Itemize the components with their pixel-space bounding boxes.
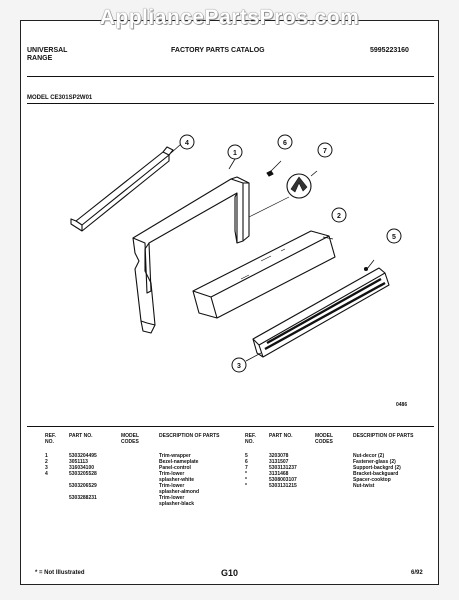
svg-text:4: 4: [185, 140, 189, 147]
leader-7b: [249, 197, 289, 217]
svg-text:2: 2: [337, 213, 341, 220]
callout-7: [318, 143, 332, 157]
table-row: splasher-almond: [159, 489, 200, 495]
callout-6: [278, 135, 292, 149]
table-row: 1 5303204495 Trim-wrapper: [45, 453, 191, 459]
svg-text:3: 3: [237, 363, 241, 370]
support-backgrd-drawing: [291, 177, 307, 192]
callout-2: [332, 208, 346, 222]
footer-date: 6/92: [411, 570, 423, 576]
col-model-codes: MODEL CODES: [121, 433, 139, 445]
leader-4: [171, 144, 181, 153]
table-top-rule: [27, 426, 434, 427]
panel-control-drawing: [253, 268, 389, 357]
svg-text:5: 5: [392, 234, 396, 241]
table-row: * 5308003107 Spacer-cooktop: [245, 477, 391, 483]
col-part-no: PART NO.: [269, 433, 293, 439]
trim-wrapper-drawing: [133, 177, 249, 333]
svg-text:6: 6: [283, 140, 287, 147]
col-model-codes: MODEL CODES: [315, 433, 333, 445]
brand-line-1: UNIVERSAL: [27, 47, 68, 54]
leader-7: [311, 171, 317, 176]
col-ref-no: REF. NO.: [245, 433, 256, 445]
table-row: * 3131468 Bracket-backguard: [245, 471, 399, 477]
leader-5: [367, 260, 374, 269]
table-row: 4 5303205528 Trim-lower: [45, 471, 185, 477]
table-row: 5 3203078 Nut-decor (2): [245, 453, 385, 459]
callout-1: [228, 145, 242, 159]
nut-decor-drawing: [365, 268, 368, 271]
col-description: DESCRIPTION OF PARTS: [353, 433, 414, 439]
parts-table-left: [43, 433, 233, 507]
callout-3: [232, 358, 246, 372]
leader-6: [271, 161, 281, 171]
trim-lower-splasher-drawing: [71, 147, 173, 231]
table-row: 5303206529 Trim-lower: [69, 483, 185, 489]
brand-line-2: RANGE: [27, 55, 53, 62]
parts-table-right: [243, 433, 435, 489]
drawing-code: 0486: [396, 402, 408, 408]
col-ref-no: REF. NO.: [45, 433, 56, 445]
svg-text:1: 1: [233, 150, 237, 157]
table-row: 3 316034100 Panel-control: [45, 465, 191, 471]
table-row: * 5303131215 Nut-twist: [245, 483, 375, 489]
callout-5: [387, 229, 401, 243]
table-row: 7 5303131237 Support-backgrd (2): [245, 465, 401, 471]
catalog-title: FACTORY PARTS CATALOG: [171, 47, 265, 54]
footer-note: * = Not Illustrated: [35, 570, 85, 576]
table-row: 5303288231 Trim-lower: [69, 495, 185, 501]
page-code: G10: [221, 568, 239, 578]
svg-text:7: 7: [323, 148, 327, 155]
col-part-no: PART NO.: [69, 433, 93, 439]
table-row: splasher-black: [159, 501, 195, 507]
table-row: 2 3051113 Bezel-nameplate: [45, 459, 199, 465]
watermark-text: AppliancePartsPros.com: [99, 6, 360, 29]
col-description: DESCRIPTION OF PARTS: [159, 433, 220, 439]
leader-3: [246, 353, 261, 361]
table-row: splasher-white: [159, 477, 195, 483]
callout-4: [180, 135, 194, 149]
fastener-glass-drawing: [267, 171, 273, 176]
table-row: 6 3131507 Fastener-glass (2): [245, 459, 396, 465]
leader-1: [229, 159, 235, 169]
model-label: MODEL CE301SP2W01: [27, 95, 93, 101]
catalog-number: 5995223160: [370, 47, 409, 54]
catalog-page: [20, 20, 439, 585]
